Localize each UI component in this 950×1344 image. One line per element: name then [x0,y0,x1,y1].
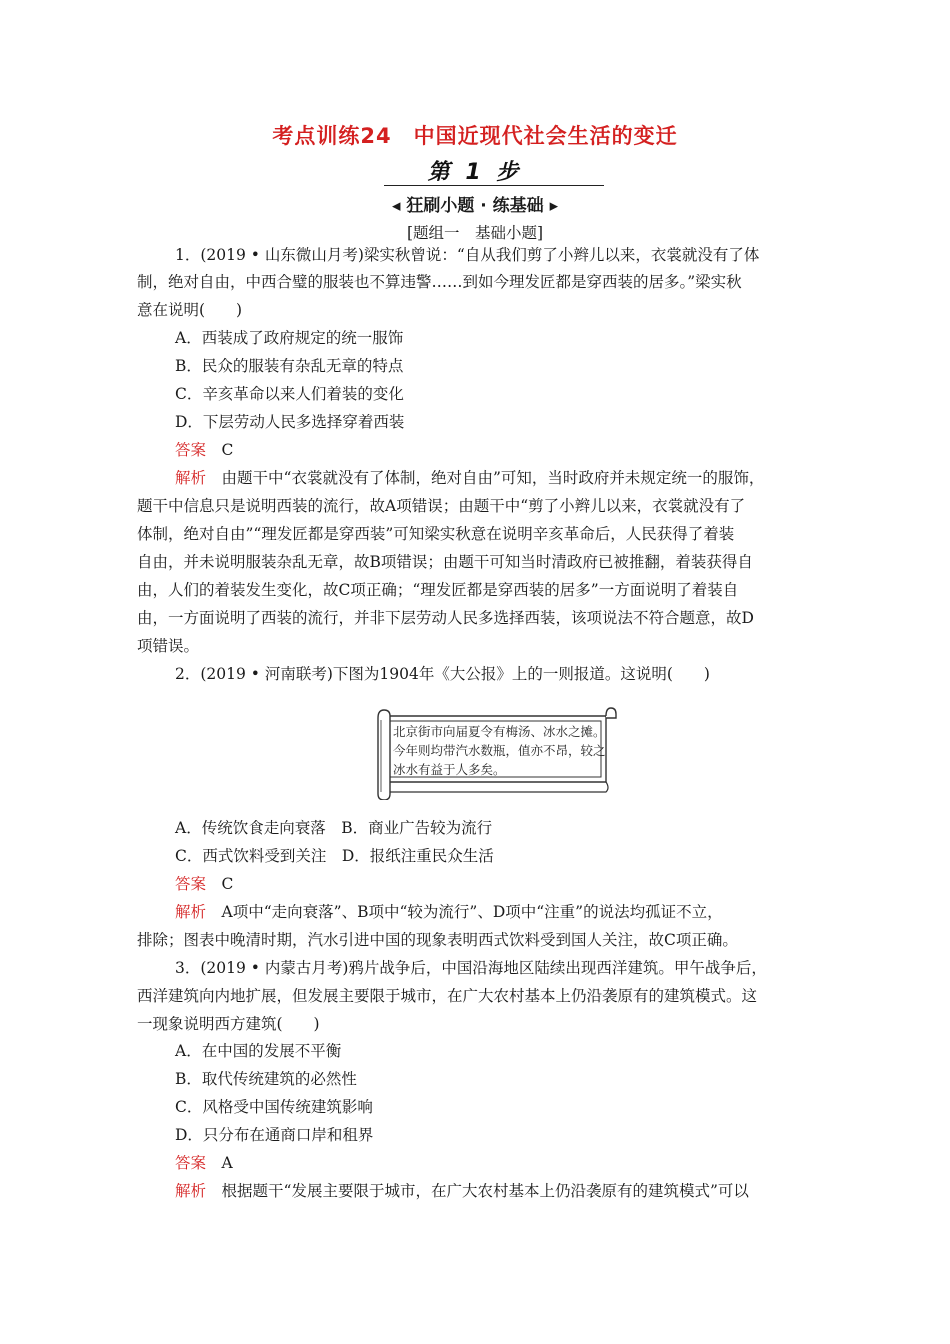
q1-analysis-line: 由，人们的着装发生变化，故C项正确；“理发匠都是穿西装的居多”一方面说明了着装自 [137,581,739,599]
q3-stem-line: 3．(2019 • 内蒙古月考)鸦片战争后，中国沿海地区陆续出现西洋建筑。甲午战争后， [175,959,767,977]
q1-stem-line: 1．(2019 • 山东微山月考)梁实秋曾说：“自从我们剪了小辫儿以来，衣裳就没有了体 [175,246,760,264]
q1-option-a: A．西装成了政府规定的统一服饰 [175,329,404,347]
q1-analysis-line: 自由，并未说明服装杂乱无章，故B项错误；由题干可知当时清政府已被推翻，着装获得自 [137,553,753,571]
analysis-text: 由题干中“衣裳就没有了体制，绝对自由”可知，当时政府并未规定统一的服饰， [221,469,765,487]
analysis-label: 解析 [175,1182,207,1200]
q3-option-b: B．取代传统建筑的必然性 [175,1070,357,1088]
answer-value: C [221,875,234,893]
banner-label: 狂刷小题 · 练基础 [406,196,544,216]
answer-label: 答案 [175,441,207,459]
q2-options-cd: C．西式饮料受到关注 D．报纸注重民众生活 [175,847,494,865]
q2-analysis-line: 排除；图表中晚清时期，汽水引进中国的现象表明西式饮料受到国人关注，故C项正确。 [137,931,738,949]
analysis-label: 解析 [175,469,207,487]
answer-label: 答案 [175,1154,207,1172]
banner-left-arrow-icon: ◀ [391,199,401,213]
newspaper-excerpt: 北京街市向届夏令有梅汤、冰水之摊。今年则均带汽水数瓶，值亦不昂，较之冰水有益于人多矣。 [393,724,606,777]
question-group-title: [题组一 基础小题] [406,224,544,242]
answer-value: A [221,1154,233,1172]
q1-option-c: C．辛亥革命以来人们着装的变化 [175,385,404,403]
q1-analysis-line [175,468,764,488]
q3-stem-line: 一现象说明西方建筑( ) [137,1015,320,1033]
q2-analysis-line [175,902,723,922]
banner-right-arrow-icon: ▶ [549,199,559,213]
analysis-text: A项中“走向衰落”、B项中“较为流行”、D项中“注重”的说法均孤证不立， [221,903,723,921]
q2-options-ab: A．传统饮食走向衰落 B．商业广告较为流行 [175,819,493,837]
analysis-label: 解析 [175,903,207,921]
q1-stem-line: 制，绝对自由，中西合璧的服装也不算违警……到如今理发匠都是穿西装的居多。”梁实秋 [137,273,742,291]
step-heading: 第 1 步 [427,160,523,185]
q3-answer [175,1153,233,1173]
answer-label: 答案 [175,875,207,893]
q1-option-b: B．民众的服装有杂乱无章的特点 [175,357,404,375]
q1-stem-line: 意在说明( ) [137,301,243,319]
q3-option-a: A．在中国的发展不平衡 [175,1042,342,1060]
q2-stem: 2．(2019 • 河南联考)下图为1904年《大公报》上的一则报道。这说明( ) [175,665,710,683]
q1-analysis-line: 体制，绝对自由”“理发匠都是穿西装”可知梁实秋意在说明辛亥革命后，人民获得了着装 [137,525,735,543]
q2-answer [175,874,233,894]
page-title: 考点训练24 中国近现代社会生活的变迁 [272,124,678,148]
q1-analysis-line: 题干中信息只是说明西装的流行，故A项错误；由题干中“剪了小辫儿以来，衣裳就没有了 [137,497,746,515]
q3-stem-line: 西洋建筑向内地扩展，但发展主要限于城市，在广大农村基本上仍沿袭原有的建筑模式。这 [137,987,758,1005]
q1-analysis-line: 项错误。 [137,637,200,655]
q3-option-c: C．风格受中国传统建筑影响 [175,1098,373,1116]
heading-divider [384,185,604,186]
q1-analysis-line: 由，一方面说明了西装的流行，并非下层劳动人民多选择西装，该项说法不符合题意，故D [137,609,754,627]
q1-answer [175,440,233,460]
q3-analysis-line [175,1181,749,1201]
answer-value: C [221,441,234,459]
analysis-text: 根据题干“发展主要限于城市，在广大农村基本上仍沿袭原有的建筑模式”可以 [221,1182,749,1200]
q1-option-d: D．下层劳动人民多选择穿着西装 [175,413,405,431]
section-banner [0,191,950,216]
q3-option-d: D．只分布在通商口岸和租界 [175,1126,374,1144]
